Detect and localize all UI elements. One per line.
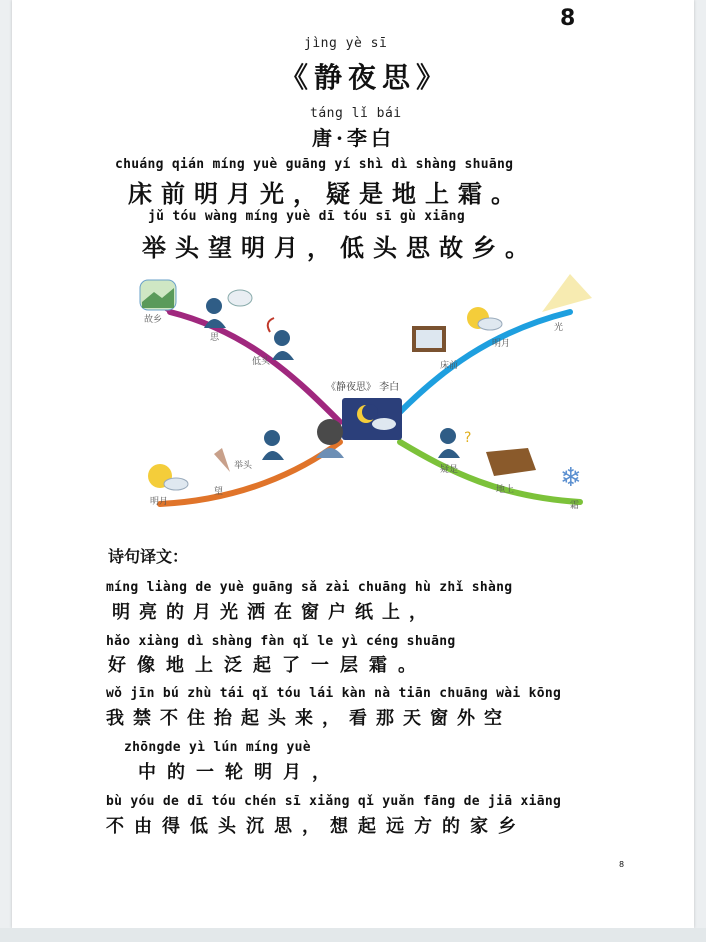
branch-label: 霜 — [570, 501, 580, 511]
branch-label: 低头 — [252, 357, 271, 367]
poem-line-1: 床前明月光，疑是地上霜。 — [128, 179, 524, 208]
snowflake-icon: ❄ — [560, 463, 582, 493]
translation-line-2: 好像地上泛起了一层霜。 — [108, 655, 427, 676]
translation-pinyin-2: hǎo xiàng dì shàng fàn qǐ le yì céng shuāng — [106, 634, 456, 649]
translation-pinyin-4: zhōngde yì lún míng yuè — [124, 740, 311, 755]
poem-title: 《静夜思》 — [280, 61, 451, 94]
branch-label: 明月 — [492, 339, 511, 349]
branch-label: 明月 — [150, 497, 169, 507]
viewer-bottom-bar — [0, 928, 706, 942]
branch-label: 故乡 — [144, 315, 163, 325]
poem-author: 唐·李白 — [312, 126, 395, 150]
branch-label: 思 — [210, 333, 220, 343]
page-number-top: 8 — [560, 6, 576, 31]
line2-pinyin: jǔ tóu wàng míng yuè dī tóu sī gù xiāng — [148, 209, 465, 224]
line1-pinyin: chuáng qián míng yuè guāng yí shì dì shàng shuāng — [115, 157, 514, 172]
branch-label: 光 — [554, 323, 564, 333]
branch-label: 望 — [214, 487, 224, 497]
poem-line-2: 举头望明月，低头思故乡。 — [142, 233, 538, 262]
translation-line-1: 明亮的月光洒在窗户纸上， — [112, 602, 436, 623]
branch-label: 床前 — [440, 361, 459, 371]
page-number-bottom: 8 — [619, 860, 625, 869]
translation-pinyin-1: míng liàng de yuè guāng sǎ zài chuāng hù zhǐ shàng — [106, 580, 513, 595]
translation-line-5: 不由得低头沉思，想起远方的家乡 — [106, 816, 526, 837]
translation-pinyin-3: wǒ jīn bú zhù tái qǐ tóu lái kàn nà tiān chuāng wài kōng — [106, 686, 562, 701]
mind-map-center-label: 《静夜思》 李白 — [326, 382, 400, 393]
branch-label: 举头 — [234, 461, 253, 471]
branch-label: 疑是 — [440, 465, 459, 475]
translation-line-4: 中的一轮明月， — [138, 762, 341, 783]
translation-line-3: 我禁不住抬起头来，看那天窗外空 — [106, 708, 511, 729]
mind-map-illustration — [130, 272, 608, 520]
translation-pinyin-5: bù yóu de dī tóu chén sī xiǎng qǐ yuǎn fāng de jiā xiāng — [106, 794, 562, 809]
translation-heading: 诗句译文： — [108, 547, 189, 566]
title-pinyin: jìng yè sī — [304, 36, 388, 51]
branch-label: 地上 — [496, 485, 515, 495]
svg-text:?: ? — [464, 430, 472, 446]
document-page — [12, 0, 694, 928]
author-pinyin: táng lǐ bái — [310, 106, 402, 121]
